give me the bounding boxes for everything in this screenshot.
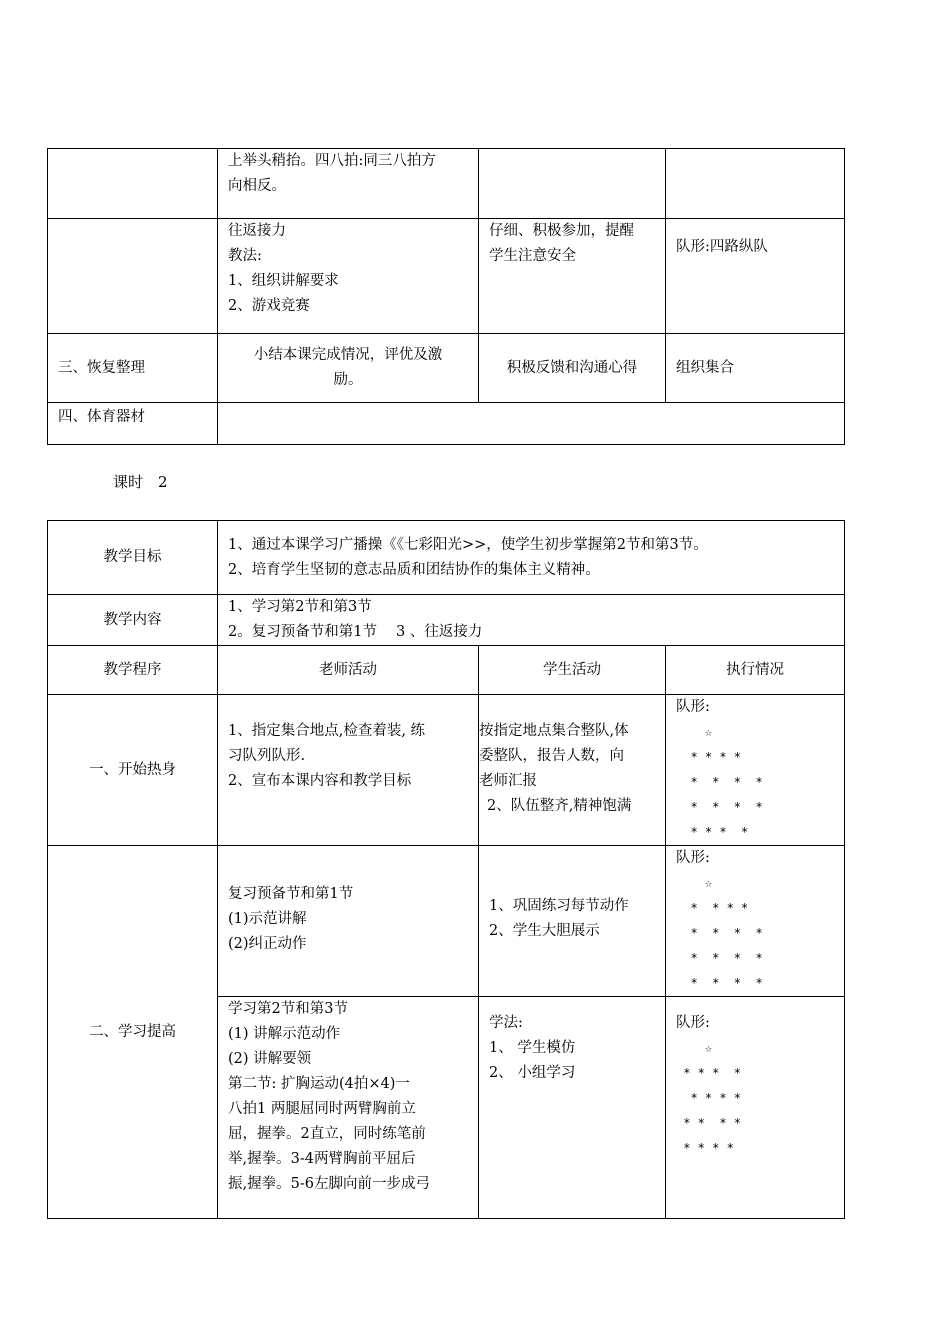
teacher-line: 屈，握拳。2直立，同时练笔前 bbox=[228, 1126, 426, 1142]
teacher-line: (2)纠正动作 bbox=[228, 936, 307, 952]
formation-label: 队形: bbox=[676, 699, 710, 715]
execution-cell bbox=[666, 219, 845, 334]
student-line: 2、队伍整齐,精神饱满 bbox=[487, 798, 632, 814]
teacher-line: 1、指定集合地点,检查着装, 练 bbox=[228, 723, 426, 739]
student-line: 按指定地点集合整队,体 bbox=[479, 723, 629, 739]
teacher-line: 举,握拳。3-4两臂胸前平屈后 bbox=[228, 1151, 416, 1167]
equipment-cell-empty bbox=[218, 403, 845, 445]
teacher-activity-cell bbox=[218, 695, 479, 846]
teacher-activity-cell bbox=[218, 149, 479, 219]
teacher-activity-cell bbox=[218, 846, 479, 997]
teacher-line: 2、游戏竞赛 bbox=[228, 298, 310, 314]
student-activity-cell bbox=[479, 695, 666, 846]
goals-label: 教学目标 bbox=[103, 549, 162, 565]
section-label: 三、恢复整理 bbox=[58, 359, 145, 376]
execution-text: 组织集合 bbox=[676, 359, 734, 376]
teacher-line: 学习第2节和第3节 bbox=[228, 1001, 348, 1017]
formation-row: * * * * bbox=[676, 901, 749, 915]
teacher-line: (1)示范讲解 bbox=[228, 911, 307, 927]
formation-row: * * * * bbox=[676, 976, 763, 990]
goal-line: 2、培育学生坚韧的意志品质和团结协作的集体主义精神。 bbox=[228, 561, 600, 578]
header-student bbox=[479, 646, 666, 695]
execution-cell bbox=[666, 695, 845, 846]
formation-row: * * * * bbox=[676, 1116, 742, 1130]
formation-row: ☆ bbox=[676, 876, 713, 890]
section-label: 二、学习提高 bbox=[89, 1023, 176, 1040]
teacher-line: 往返接力 bbox=[228, 223, 286, 239]
student-line: 1、巩固练习每节动作 bbox=[489, 898, 629, 914]
content-label: 教学内容 bbox=[103, 611, 162, 628]
teacher-line: 振,握拳。5-6左脚向前一步成弓 bbox=[228, 1176, 430, 1192]
formation-text: 队形:四路纵队 bbox=[676, 239, 768, 255]
formation-row: * * * * bbox=[676, 1066, 742, 1080]
student-line: 委整队，报告人数，向 bbox=[479, 748, 624, 764]
formation-row: * * * * bbox=[676, 1091, 742, 1105]
teacher-line: 向相反。 bbox=[228, 178, 286, 194]
teacher-line: (2) 讲解要领 bbox=[228, 1051, 312, 1067]
teacher-line: 教法: bbox=[228, 248, 262, 264]
teacher-activity-cell bbox=[218, 997, 479, 1219]
student-activity-cell bbox=[479, 219, 666, 334]
student-line: 学法: bbox=[489, 1015, 523, 1031]
goals-cell bbox=[218, 521, 845, 595]
goals-label-cell bbox=[48, 521, 218, 595]
student-line: 老师汇报 bbox=[479, 773, 537, 789]
header-teacher bbox=[218, 646, 479, 695]
header-label: 教学程序 bbox=[103, 661, 162, 678]
student-activity-cell bbox=[479, 846, 666, 997]
section-label: 四、体育器材 bbox=[58, 409, 145, 425]
header-label: 执行情况 bbox=[726, 661, 784, 678]
teacher-line: 小结本课完成情况，评优及激 bbox=[253, 347, 443, 363]
student-activity-cell bbox=[479, 334, 666, 403]
student-line: 1、 学生模仿 bbox=[489, 1040, 576, 1056]
student-activity-cell bbox=[479, 997, 666, 1219]
formation-label: 队形: bbox=[676, 850, 710, 866]
formation-row: * * * * bbox=[676, 1141, 734, 1155]
formation-row: ☆ bbox=[676, 1041, 713, 1055]
teacher-line: (1) 讲解示范动作 bbox=[228, 1026, 341, 1042]
teacher-line: 2、宣布本课内容和教学目标 bbox=[228, 773, 412, 789]
lesson-period-heading: 课时 2 bbox=[113, 473, 168, 491]
section-cell-empty bbox=[48, 219, 218, 334]
header-procedure bbox=[48, 646, 218, 695]
header-label: 学生活动 bbox=[543, 661, 601, 678]
content-label-cell bbox=[48, 595, 218, 646]
student-line: 仔细、积极参加，提醒 bbox=[489, 223, 634, 239]
formation-row: * * * * bbox=[676, 926, 763, 940]
section-cell-empty bbox=[48, 149, 218, 219]
formation-row: ☆ bbox=[676, 725, 713, 739]
student-line: 积极反馈和沟通心得 bbox=[506, 359, 638, 376]
formation-row: * * * * bbox=[676, 750, 742, 764]
formation-row: * * * * bbox=[676, 951, 763, 965]
header-label: 老师活动 bbox=[319, 661, 377, 678]
formation-row: * * * * bbox=[676, 800, 763, 814]
student-line: 2、学生大胆展示 bbox=[489, 923, 600, 939]
execution-cell bbox=[666, 846, 845, 997]
teacher-line: 习队列队形. bbox=[228, 748, 306, 764]
teacher-activity-cell bbox=[218, 219, 479, 334]
lesson-table bbox=[47, 520, 845, 1219]
formation-row: * * * * bbox=[676, 825, 749, 839]
teacher-line: 第二节: 扩胸运动(4拍×4)一 bbox=[228, 1076, 410, 1092]
content-line: 2。复习预备节和第1节 3 、往返接力 bbox=[228, 624, 483, 640]
section-cell-improve bbox=[48, 846, 218, 1219]
student-line: 学生注意安全 bbox=[489, 248, 576, 264]
section-cell bbox=[48, 403, 218, 445]
section-cell bbox=[48, 334, 218, 403]
content-cell bbox=[218, 595, 845, 646]
formation-label: 队形: bbox=[676, 1015, 710, 1031]
teacher-line: 1、组织讲解要求 bbox=[228, 273, 339, 289]
execution-cell bbox=[666, 334, 845, 403]
teacher-activity-cell bbox=[218, 334, 479, 403]
content-line: 1、学习第2节和第3节 bbox=[228, 599, 372, 615]
section-label: 一、开始热身 bbox=[89, 761, 176, 778]
teacher-line: 复习预备节和第1节 bbox=[228, 886, 354, 902]
execution-cell bbox=[666, 997, 845, 1219]
student-activity-cell-empty bbox=[479, 149, 666, 219]
formation-row: * * * * bbox=[676, 775, 763, 789]
teacher-line: 励。 bbox=[333, 372, 363, 388]
goal-line: 1、通过本课学习广播操《《七彩阳光>>，使学生初步掌握第2节和第3节。 bbox=[228, 536, 708, 553]
teacher-line: 上举头稍抬。四八拍:同三八拍方 bbox=[228, 153, 436, 169]
header-execution bbox=[666, 646, 845, 695]
teacher-line: 八拍1 两腿屈同时两臂胸前立 bbox=[228, 1101, 416, 1117]
student-line: 2、 小组学习 bbox=[489, 1065, 576, 1081]
section-cell-warmup bbox=[48, 695, 218, 846]
lesson-table-continued bbox=[47, 148, 845, 445]
execution-cell-empty bbox=[666, 149, 845, 219]
